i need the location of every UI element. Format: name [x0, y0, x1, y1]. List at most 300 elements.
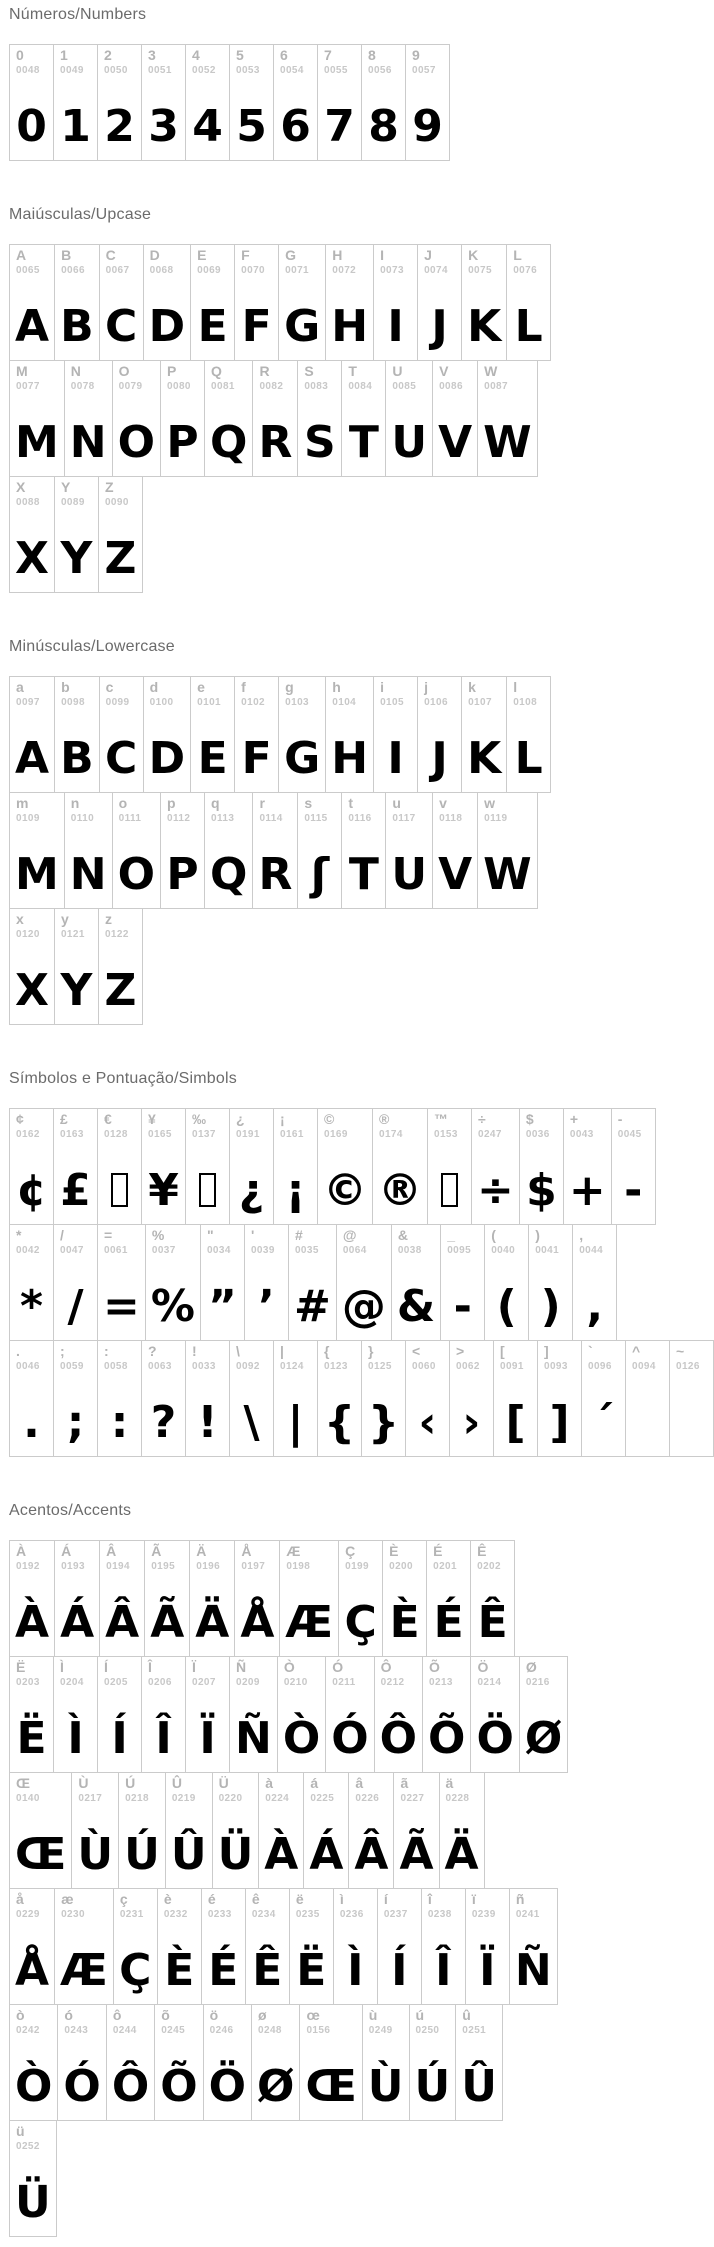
glyph: O: [117, 416, 156, 468]
glyph-cell: [393, 1772, 439, 1889]
glyph: È: [389, 1596, 420, 1648]
cell-label: [295, 1889, 328, 1920]
glyph-cell: [57, 2004, 106, 2121]
cell-label: [149, 677, 186, 708]
cell-unicode-code: 0037: [151, 1245, 176, 1256]
cell-unicode-code: 0220: [218, 1793, 243, 1804]
glyph-cell: [185, 1656, 230, 1773]
glyph: @: [341, 1280, 386, 1332]
cell-character-label: o: [118, 795, 128, 811]
cell-label: [344, 1541, 377, 1572]
glyph-area: [515, 1920, 552, 2004]
cell-unicode-code: 0100: [149, 697, 174, 708]
cell-character-label: *: [16, 1227, 22, 1243]
glyph-area: [60, 1572, 94, 1656]
glyph: P: [166, 848, 199, 900]
glyph-area: [445, 1804, 479, 1888]
glyph: #: [293, 1280, 331, 1332]
glyph: Ò: [282, 1712, 321, 1764]
cell-label: [415, 2005, 451, 2036]
cell-label: [512, 245, 545, 276]
cell-label: [119, 1889, 152, 1920]
cell-character-label: I: [380, 247, 384, 263]
cell-character-label: #: [294, 1227, 303, 1243]
cell-label: [279, 1109, 312, 1140]
glyph-cell: [160, 792, 205, 909]
glyph: O: [117, 848, 156, 900]
glyph: Ã: [399, 1828, 434, 1880]
glyph-cell: [143, 244, 192, 361]
glyph: B: [60, 732, 94, 784]
glyph: ´: [592, 1396, 615, 1448]
cell-label: [476, 1657, 513, 1688]
glyph-area: [331, 1688, 368, 1772]
glyph-cell: [273, 1340, 318, 1457]
cell-character-label: (: [491, 1227, 496, 1243]
cell-unicode-code: 0046: [16, 1361, 40, 1372]
glyph-cell: [229, 44, 274, 161]
cell-label: [499, 1341, 532, 1372]
cell-label: [438, 361, 472, 392]
glyph-cell: [273, 44, 318, 161]
cell-unicode-code: 0082: [259, 381, 284, 392]
glyph: Y: [60, 964, 93, 1016]
cell-character-label: 2: [104, 47, 112, 63]
cell-label: [118, 361, 155, 392]
glyph-cell: [361, 44, 406, 161]
character-row: [9, 676, 551, 793]
cell-unicode-code: 0195: [151, 1561, 176, 1572]
cell-character-label: Ø: [525, 1659, 537, 1675]
cell-label: [331, 677, 368, 708]
glyph: Z: [104, 964, 137, 1016]
glyph-area: [103, 1372, 136, 1456]
glyph-area: [499, 1372, 532, 1456]
glyph-cell: [64, 360, 113, 477]
glyph-area: [59, 76, 92, 160]
glyph: 0: [16, 100, 47, 152]
glyph-area: [367, 1372, 400, 1456]
cell-unicode-code: 0209: [236, 1677, 260, 1688]
glyph-area: [166, 392, 199, 476]
cell-character-label: g: [285, 679, 294, 695]
glyph: ¿: [238, 1164, 265, 1216]
cell-character-label: ?: [148, 1343, 157, 1359]
cell-character-label: ë: [295, 1891, 304, 1907]
cell-label: [15, 793, 59, 824]
cell-label: [235, 1657, 272, 1688]
glyph: K: [467, 300, 502, 352]
glyph-cell: [581, 1340, 626, 1457]
cell-label: [150, 1541, 184, 1572]
cell-unicode-code: 0065: [16, 265, 40, 276]
cell-unicode-code: 0103: [285, 697, 309, 708]
cell-unicode-code: 0224: [265, 1793, 290, 1804]
glyph-area: [415, 2036, 451, 2120]
glyph: Ë: [16, 1712, 47, 1764]
glyph-area: [305, 2036, 356, 2120]
cell-unicode-code: 0207: [192, 1677, 216, 1688]
cell-unicode-code: 0096: [588, 1361, 612, 1372]
character-row: [9, 1540, 515, 1657]
glyph: È: [164, 1944, 195, 1996]
cell-character-label: C: [105, 247, 116, 263]
glyph-area: [423, 276, 456, 360]
glyph-cell: [54, 1888, 114, 2005]
glyph: C: [104, 732, 138, 784]
cell-character-label: j: [424, 679, 428, 695]
glyph-area: [250, 1256, 283, 1340]
glyph-cell: [185, 44, 230, 161]
cell-character-label: Î: [148, 1659, 152, 1675]
cell-unicode-code: 0073: [380, 265, 404, 276]
cell-label: [15, 245, 49, 276]
cell-label: [191, 1657, 224, 1688]
glyph-cell: [9, 2004, 58, 2121]
glyph-area: [347, 392, 380, 476]
glyph-area: [476, 1572, 509, 1656]
glyph-cell: [477, 792, 538, 909]
glyph: ’: [258, 1280, 275, 1332]
glyph-cell: [71, 1772, 119, 1889]
glyph-cell: [9, 1340, 54, 1457]
cell-label: [15, 1657, 48, 1688]
glyph: Á: [60, 1596, 95, 1648]
glyph-cell: [112, 360, 161, 477]
glyph-cell: [98, 908, 143, 1025]
glyph-cell: [278, 244, 326, 361]
glyph-area: [471, 1920, 504, 2004]
glyph: Å: [240, 1596, 275, 1648]
glyph-cell: [234, 244, 279, 361]
cell-unicode-code: 0232: [163, 1909, 188, 1920]
glyph-cell: [341, 792, 386, 909]
glyph: T: [348, 416, 379, 468]
cell-unicode-code: 0040: [491, 1245, 516, 1256]
cell-unicode-code: 0097: [16, 697, 40, 708]
glyph-area: [432, 1572, 465, 1656]
cell-label: [284, 245, 320, 276]
cell-unicode-code: 0033: [192, 1361, 216, 1372]
glyph-cell: [252, 360, 298, 477]
cell-label: [60, 477, 93, 508]
section-heading-lowercase: Minúsculas/Lowercase: [9, 638, 175, 655]
cell-unicode-code: 0099: [105, 697, 130, 708]
glyph-area: [151, 1256, 195, 1340]
cell-label: [543, 1341, 576, 1372]
glyph: ©: [323, 1164, 367, 1216]
glyph-area: [279, 76, 312, 160]
cell-character-label: ^: [632, 1343, 641, 1359]
glyph-cell: [461, 676, 507, 793]
glyph-area: [295, 1920, 328, 2004]
glyph-cell: [99, 676, 144, 793]
cell-character-label: Æ: [286, 1543, 301, 1559]
cell-unicode-code: 0077: [16, 381, 40, 392]
cell-label: [195, 1541, 229, 1572]
cell-unicode-code: 0225: [310, 1793, 335, 1804]
cell-unicode-code: 0252: [16, 2141, 40, 2152]
cell-character-label: ¿: [236, 1111, 245, 1127]
cell-unicode-code: 0042: [16, 1245, 40, 1256]
cell-unicode-code: 0243: [64, 2025, 89, 2036]
section-heading-symbols: Símbolos e Pontuação/Simbols: [9, 1070, 237, 1087]
glyph-cell: [9, 476, 55, 593]
cell-label: [15, 1773, 66, 1804]
glyph: Ò: [15, 2060, 53, 2112]
glyph: ¢: [16, 1164, 47, 1216]
cell-character-label: Ö: [477, 1659, 489, 1675]
glyph-area: [103, 1688, 136, 1772]
cell-character-label: /: [60, 1227, 64, 1243]
glyph-cell: [506, 676, 551, 793]
cell-character-label: n: [70, 795, 80, 811]
glyph: F: [241, 732, 272, 784]
glyph: }: [367, 1396, 400, 1448]
glyph: Ü: [217, 1828, 254, 1880]
cell-label: [391, 361, 427, 392]
cell-unicode-code: 0035: [294, 1245, 319, 1256]
glyph-area: [15, 1920, 49, 2004]
cell-unicode-code: 0091: [500, 1361, 524, 1372]
cell-label: [70, 361, 107, 392]
cell-character-label: }: [368, 1343, 374, 1359]
glyph: À: [15, 1596, 50, 1648]
glyph-cell: [97, 1340, 142, 1457]
cell-character-label: €: [104, 1111, 112, 1127]
glyph-cell: [9, 1772, 72, 1889]
glyph-area: [15, 1372, 48, 1456]
glyph-area: [512, 276, 545, 360]
cell-unicode-code: 0202: [477, 1561, 501, 1572]
character-row: [9, 1340, 714, 1457]
glyph: :: [110, 1396, 129, 1448]
glyph-cell: [385, 360, 433, 477]
glyph-cell: [317, 1340, 362, 1457]
glyph-area: [284, 276, 320, 360]
cell-label: [339, 1889, 372, 1920]
glyph-cell: [252, 792, 298, 909]
glyph-area: [284, 708, 320, 792]
cell-unicode-code: 0217: [78, 1793, 103, 1804]
glyph: Ñ: [235, 1712, 272, 1764]
glyph-area: [264, 1804, 298, 1888]
glyph-cell: [185, 1108, 230, 1225]
cell-label: [258, 793, 292, 824]
cell-label: [210, 793, 247, 824]
cell-label: [423, 677, 456, 708]
cell-label: [15, 1109, 48, 1140]
cell-label: [210, 361, 247, 392]
cell-character-label: ü: [16, 2123, 25, 2139]
glyph-cell: [432, 360, 478, 477]
glyph: $: [526, 1164, 557, 1216]
glyph-cell: [141, 1340, 186, 1457]
glyph-area: [60, 276, 94, 360]
glyph: U: [391, 416, 428, 468]
cell-label: [264, 1773, 298, 1804]
cell-unicode-code: 0055: [324, 65, 348, 76]
glyph-cell: [106, 2004, 155, 2121]
cell-label: [151, 1225, 195, 1256]
cell-unicode-code: 0245: [161, 2025, 186, 2036]
cell-unicode-code: 0165: [148, 1129, 172, 1140]
glyph: 5: [236, 100, 267, 152]
glyph-cell: [422, 1656, 471, 1773]
cell-unicode-code: 0226: [355, 1793, 380, 1804]
cell-label: [476, 1541, 509, 1572]
glyph-area: [399, 1804, 433, 1888]
cell-character-label: H: [332, 247, 343, 263]
cell-unicode-code: 0079: [118, 381, 143, 392]
cell-unicode-code: 0104: [332, 697, 357, 708]
glyph-cell: [54, 1540, 100, 1657]
cell-label: [303, 793, 336, 824]
cell-character-label: ò: [16, 2007, 25, 2023]
cell-unicode-code: 0121: [60, 929, 85, 940]
glyph: R: [258, 416, 293, 468]
glyph-cell: [54, 676, 100, 793]
cell-unicode-code: 0058: [104, 1361, 128, 1372]
cell-character-label: <: [412, 1343, 421, 1359]
cell-label: [160, 2005, 197, 2036]
cell-character-label: G: [285, 247, 297, 263]
cell-character-label: -: [617, 1111, 623, 1127]
cell-character-label: 0: [16, 47, 24, 63]
cell-unicode-code: 0049: [60, 65, 84, 76]
cell-unicode-code: 0085: [392, 381, 417, 392]
cell-character-label: Ê: [477, 1543, 487, 1559]
cell-label: [103, 45, 136, 76]
cell-label: [206, 1225, 239, 1256]
cell-label: [578, 1225, 611, 1256]
cell-label: [284, 677, 320, 708]
cell-character-label: ™: [434, 1111, 448, 1127]
glyph-area: [147, 1372, 180, 1456]
glyph-cell: [9, 792, 65, 909]
cell-unicode-code: 0072: [332, 265, 357, 276]
glyph: X: [15, 532, 49, 584]
glyph-cell: [373, 676, 418, 793]
glyph-area: [103, 76, 136, 160]
cell-label: [446, 1225, 479, 1256]
glyph-area: [147, 1688, 180, 1772]
glyph-area: [171, 1804, 207, 1888]
glyph-cell: [537, 1340, 582, 1457]
glyph-cell: [143, 676, 192, 793]
glyph-area: [427, 1920, 460, 2004]
cell-unicode-code: 0043: [569, 1129, 594, 1140]
cell-character-label: K: [468, 247, 479, 263]
glyph-area: [235, 76, 268, 160]
cell-unicode-code: 0219: [171, 1793, 196, 1804]
cell-character-label: a: [16, 679, 24, 695]
cell-label: [147, 45, 180, 76]
glyph: £: [60, 1164, 91, 1216]
cell-unicode-code: 0076: [513, 265, 538, 276]
glyph: Í: [391, 1944, 408, 1996]
glyph-cell: [303, 1772, 349, 1889]
glyph-cell: [405, 1340, 450, 1457]
cell-unicode-code: 0128: [104, 1129, 128, 1140]
cell-unicode-code: 0050: [104, 65, 128, 76]
cell-character-label: Ó: [332, 1659, 344, 1675]
glyph-cell: [362, 2004, 410, 2121]
cell-label: [675, 1341, 708, 1372]
cell-label: [240, 677, 273, 708]
glyph: Õ: [160, 2060, 198, 2112]
glyph: ;: [66, 1396, 85, 1448]
glyph: -: [453, 1280, 472, 1332]
glyph-cell: [189, 1540, 235, 1657]
glyph-cell: [333, 1888, 378, 2005]
cell-label: [15, 45, 48, 76]
cell-label: [166, 793, 199, 824]
cell-character-label: |: [280, 1343, 284, 1359]
glyph-cell: [277, 1656, 326, 1773]
glyph-cell: [279, 1540, 339, 1657]
glyph: U: [391, 848, 428, 900]
glyph: Ù: [77, 1828, 114, 1880]
cell-unicode-code: 0231: [119, 1909, 144, 1920]
cell-label: [60, 1889, 108, 1920]
cell-label: [196, 245, 229, 276]
section-symbols: [9, 1070, 700, 1457]
cell-unicode-code: 0114: [259, 813, 283, 824]
glyph-area: [283, 1688, 320, 1772]
cell-unicode-code: 0051: [148, 65, 172, 76]
cell-character-label: t: [348, 795, 353, 811]
glyph-area: [240, 276, 273, 360]
glyph-area: [15, 1572, 49, 1656]
cell-unicode-code: 0239: [471, 1909, 496, 1920]
cell-character-label: Ç: [345, 1543, 356, 1559]
glyph-area: [118, 824, 155, 908]
glyph-area: [103, 1256, 140, 1340]
section-numbers: [9, 6, 661, 161]
glyph: Ö: [476, 1712, 514, 1764]
glyph-cell: [273, 1108, 318, 1225]
section-heading-accents: Acentos/Accents: [9, 1502, 132, 1519]
glyph-area: [525, 1688, 562, 1772]
glyph-cell: [204, 792, 253, 909]
glyph-cell: [9, 2120, 57, 2237]
cell-character-label: W: [484, 363, 498, 379]
cell-unicode-code: 0244: [112, 2025, 137, 2036]
glyph-cell: [201, 1888, 246, 2005]
cell-character-label: É: [433, 1543, 443, 1559]
glyph-cell: [9, 1656, 54, 1773]
cell-unicode-code: 0213: [429, 1677, 453, 1688]
glyph-cell: [385, 792, 433, 909]
cell-unicode-code: 0194: [106, 1561, 130, 1572]
character-row: [9, 1772, 485, 1889]
cell-label: [525, 1657, 562, 1688]
cell-unicode-code: 0078: [70, 381, 95, 392]
glyph: Æ: [60, 1944, 108, 1996]
cell-label: [490, 1225, 523, 1256]
character-row: [9, 2004, 503, 2121]
glyph-area: [331, 276, 368, 360]
glyph: (: [496, 1280, 517, 1332]
glyph: Ñ: [514, 1944, 552, 1996]
glyph-area: [323, 1372, 356, 1456]
cell-label: [294, 1225, 331, 1256]
cell-unicode-code: 0117: [392, 813, 416, 824]
glyph-cell: [113, 1888, 158, 2005]
cell-character-label: Ë: [16, 1659, 26, 1675]
cell-character-label: y: [60, 911, 69, 927]
